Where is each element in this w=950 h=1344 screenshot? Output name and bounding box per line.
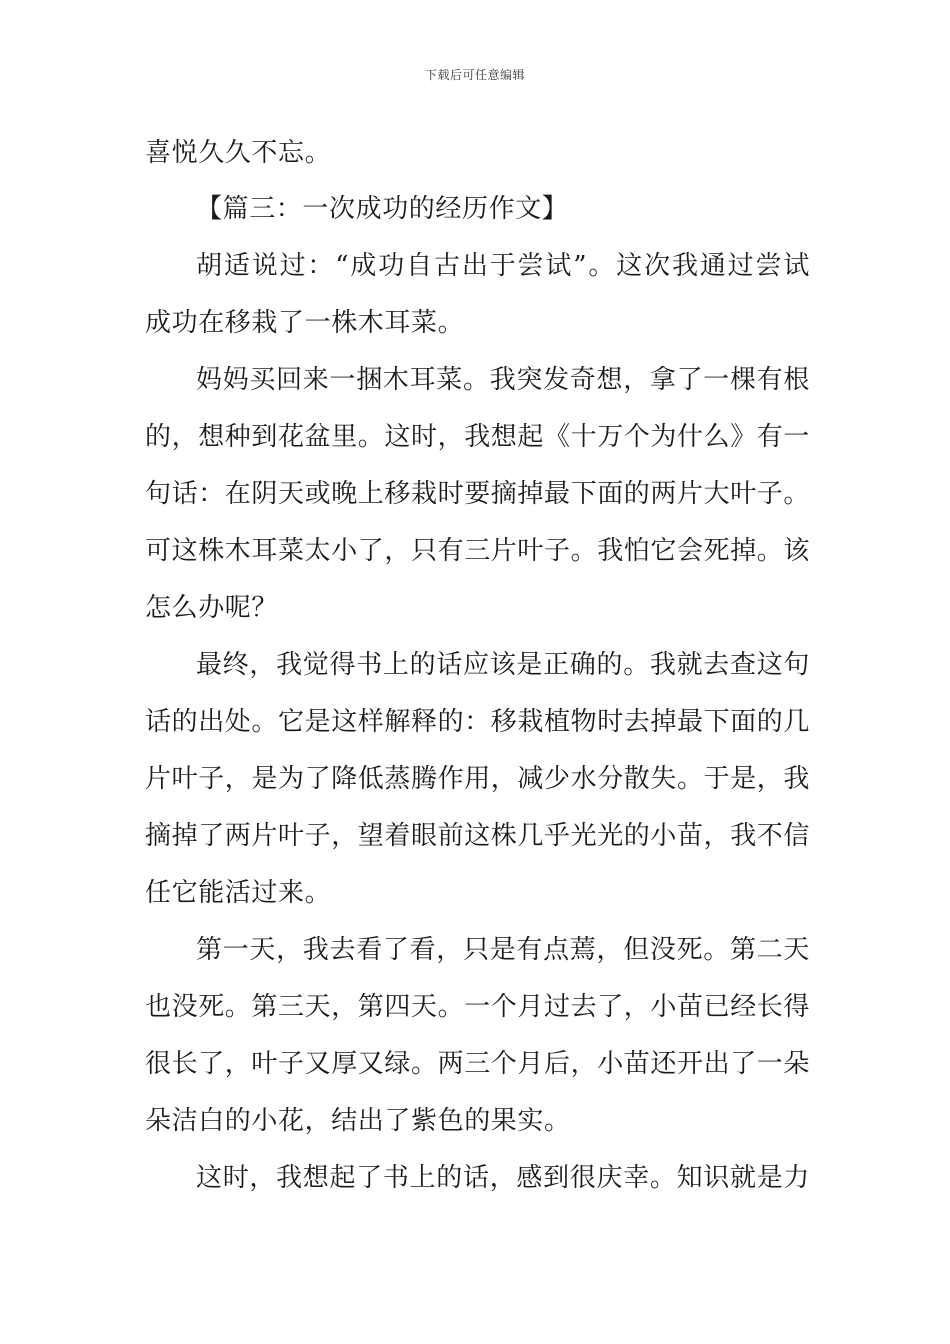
text-line: 喜悦久久不忘。 xyxy=(145,138,332,168)
text-line: 的，想种到花盆里。这时，我想起《十万个为什么》有一 xyxy=(145,422,811,452)
text-line: 任它能活过来。 xyxy=(145,878,332,908)
text-line: 成功在移栽了一株木耳菜。 xyxy=(145,308,465,338)
text-line: 最终，我觉得书上的话应该是正确的。我就去查这句 xyxy=(196,650,810,680)
text-line: 第一天，我去看了看，只是有点蔫，但没死。第二天 xyxy=(196,935,810,965)
section-title: 【篇三：一次成功的经历作文】 xyxy=(196,194,569,224)
text-line: 摘掉了两片叶子，望着眼前这株几乎光光的小苗，我不信 xyxy=(145,821,811,851)
text-line: 也没死。第三天，第四天。一个月过去了，小苗已经长得 xyxy=(145,992,811,1022)
text-line: 怎么办呢？ xyxy=(145,593,279,623)
text-line: 句话：在阴天或晚上移栽时要摘掉最下面的两片大叶子。 xyxy=(145,479,811,509)
text-line: 朵洁白的小花，结出了紫色的果实。 xyxy=(145,1106,571,1136)
text-line: 这时，我想起了书上的话，感到很庆幸。知识就是力 xyxy=(196,1163,810,1193)
page-header-note: 下载后可任意编辑 xyxy=(424,68,525,82)
text-line: 片叶子，是为了降低蒸腾作用，减少水分散失。于是，我 xyxy=(145,764,811,794)
text-line: 妈妈买回来一捆木耳菜。我突发奇想，拿了一棵有根 xyxy=(196,365,810,395)
text-line: 可这株木耳菜太小了，只有三片叶子。我怕它会死掉。该 xyxy=(145,536,811,566)
text-line: 话的出处。它是这样解释的：移栽植物时去掉最下面的几 xyxy=(145,707,811,737)
text-line: 很长了，叶子又厚又绿。两三个月后，小苗还开出了一朵 xyxy=(145,1049,811,1079)
text-line: 胡适说过：“成功自古出于尝试”。这次我通过尝试 xyxy=(196,251,810,281)
